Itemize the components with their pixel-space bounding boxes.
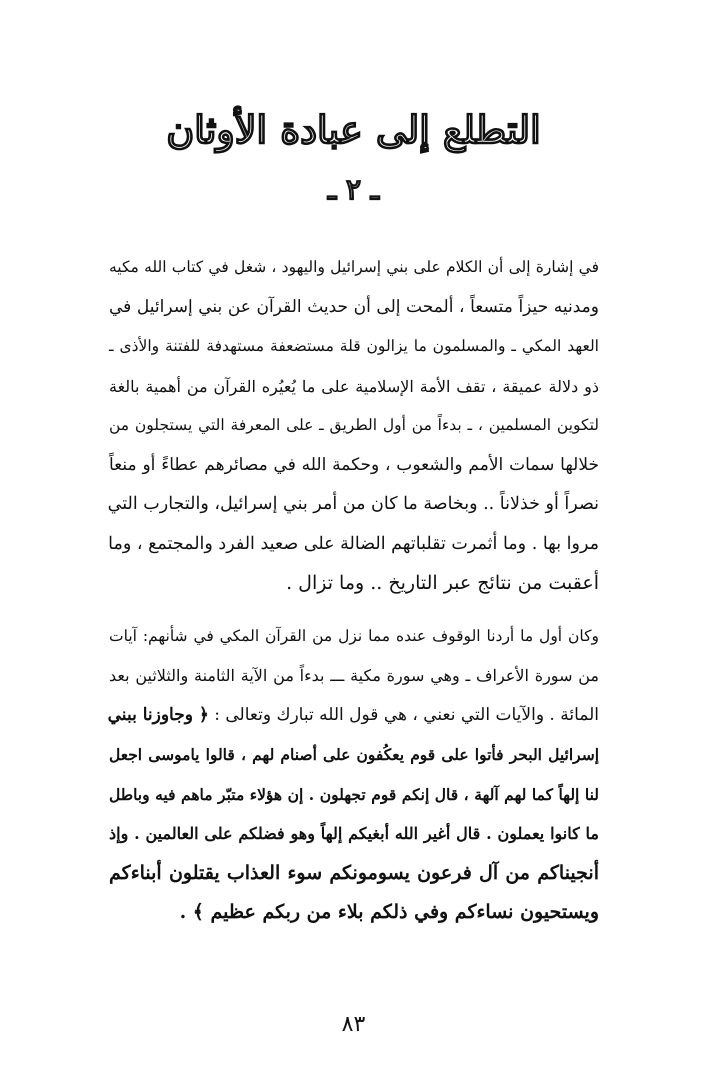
- text-line: في إشارة إلى أن الكلام على بني إسرائيل واليهود ، شغل في كتاب الله مكيه: [109, 258, 599, 276]
- text-run: المائة . والآيات التي نعني ، هي قول الله تبارك وتعالى :: [208, 704, 599, 725]
- quran-verse-line: ما كانوا يعملون . قال أغير الله أبغيكم إلهاً وهو فضلكم على العالمين . وإذ: [109, 824, 599, 843]
- text-line: نصراً أو خذلاناً .. وبخاصة ما كان من أمر بني إسرائيل، والتجارب التي: [107, 494, 599, 514]
- paragraph-quran-citation: [109, 617, 599, 933]
- quran-verse-line: إسرائيل البحر فأتوا على قوم يعكُفون على أصنام لهم ، قالوا ياموسى اجعل: [109, 745, 599, 764]
- body-text: [109, 248, 599, 933]
- quran-verse-line: ويستحيون نساءكم وفي ذلكم بلاء من ربكم عظيم ﴾ .: [179, 901, 599, 923]
- page-number: ٨٣: [341, 1012, 366, 1037]
- chapter-title: التطلع إلى عبادة الأوثان: [166, 107, 541, 152]
- quran-verse-line: لنا إلهاً كما لهم آلهة ، قال إنكم قوم تجهلون . إن هؤلاء متبّر ماهم فيه وباطل: [109, 784, 599, 804]
- quran-verse-text: ﴿ وجاوزنا ببني: [107, 704, 209, 725]
- text-line: ومدنيه حيزاً متسعاً ، ألمحت إلى أن حديث القرآن عن بني إسرائيل في: [109, 296, 599, 317]
- text-line: لتكوين المسلمين ، ـ بدءاً من أول الطريق ـ على المعرفة التي يستجلون من: [109, 416, 599, 434]
- quran-verse-line: أنجيناكم من آل فرعون يسومونكم سوء العذاب يقتلون أبناءكم: [109, 861, 599, 884]
- text-line: [109, 656, 599, 696]
- text-line: ذو دلالة عميقة ، تقف الأمة الإسلامية على ما يُعيُره القرآن من أهمية بالغة: [109, 376, 599, 396]
- text-line: العهد المكي ـ والمسلمون ما يزالون قلة مستضعفة مستهدفة للفتنة والأذى ـ: [109, 337, 599, 355]
- text-run: وكان أول ما أردنا الوقوف عنده مما نزل من القرآن المكي في شأنهم: آيات: [109, 626, 599, 645]
- text-line: أعقبت من نتائج عبر التاريخ .. وما تزال .: [286, 572, 599, 594]
- text-line: [109, 696, 599, 736]
- text-line: خلالها سمات الأمم والشعوب ، وحكمة الله في مصائرهم عطاءً أو منعاً: [109, 454, 599, 475]
- paragraph-intro: [109, 248, 599, 604]
- text-run: من سورة الأعراف ـ وهي سورة مكية ـــ بدءاً من الآية الثامنة والثلاثين بعد: [109, 666, 599, 685]
- text-line: [109, 617, 599, 657]
- text-line: مروا بها . وما أثمرت تقلباتهم الضالة على صعيد الفرد والمجتمع ، وما: [108, 533, 599, 554]
- chapter-part-number: ـ ٢ ـ: [328, 173, 379, 206]
